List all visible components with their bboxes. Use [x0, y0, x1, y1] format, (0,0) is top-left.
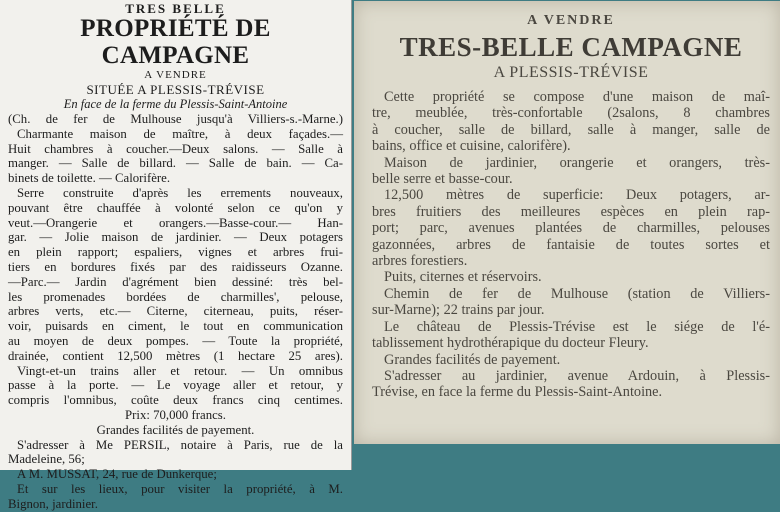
text-line: S'adresser au jardinier, avenue Ardouin, à Plessis-	[384, 367, 770, 384]
text-line: S'adresser à Me PERSIL, notaire à Paris, rue de la	[17, 437, 343, 452]
text-line: (Ch. de fer de Mulhouse jusqu'à Villiers-s.-Marne.)	[8, 112, 343, 126]
text-line: les promenades bordées de charmilles', pelouse,	[8, 289, 343, 304]
text-line: arbres verts, etc.— Citerne, citerneau, puits, réser-	[8, 304, 343, 319]
right-title: TRES-BELLE CAMPAGNE	[399, 32, 743, 62]
right-header: A VENDRE	[527, 13, 615, 28]
text-line: Charmante maison de maître, à deux façades.—	[17, 126, 343, 141]
text-line: passe à la porte. — Le voyage aller et retour, y	[8, 378, 343, 393]
text-line: Trévise, en face la ferme du Plessis-Saint-Antoine.	[372, 384, 663, 401]
text-line: —Parc.— Jardin d'agrément bien dessiné: très bel-	[8, 274, 343, 289]
left-title: PROPRIÉTÉ DE CAMPAGNE	[80, 15, 271, 69]
text-line: Le château de Plessis-Trévise est le siége de l'é-	[384, 318, 770, 335]
text-line: voir, puisards en ciment, le tout en communication	[8, 319, 343, 334]
text-line: Et sur les lieux, pour visiter la propriété, à M.	[17, 481, 343, 496]
text-line: Puits, citernes et réservoirs.	[384, 269, 542, 286]
text-line: tablissement hydrothérapique du docteur Fleury.	[372, 335, 649, 352]
text-line: Huit chambres à coucher.—Deux salons. — Salle à	[8, 141, 343, 156]
text-line: Vingt-et-un trains aller et retour. — Un omnibus	[17, 363, 343, 378]
text-line: gazonnées, arbres de fantaisie de toutes sortes et	[372, 236, 770, 253]
text-line: arbres forestiers.	[372, 253, 468, 270]
left-contact	[8, 438, 343, 512]
text-line: 12,500 mètres de superficie: Deux potagers, ar-	[384, 187, 770, 204]
text-line: au moyen de deux pompes. — Toute la propriété,	[8, 333, 343, 348]
text-line: tre, meublée, très-confortable (2salons, 8 chambres	[372, 105, 770, 122]
right-body	[372, 89, 770, 401]
text-line: Chemin de fer de Mulhouse (station de Villiers-	[384, 285, 770, 302]
left-italic-location: En face de la ferme du Plessis-Saint-Antoine	[63, 97, 288, 111]
text-line: veut.—Orangerie et orangers.—Basse-cour.— Han-	[8, 215, 343, 230]
text-line: compris l'omnibus, coûte deux francs cinq centimes.	[8, 393, 343, 408]
text-line: pouvant être chauffée à volonté selon ce qu'on y	[8, 200, 343, 215]
text-line: Bignon, jardinier.	[8, 496, 98, 511]
right-newspaper-clipping	[354, 1, 780, 444]
left-subtitle-a-vendre: A VENDRE	[144, 69, 207, 81]
left-newspaper-clipping	[0, 0, 352, 511]
text-line: gar. — Jolie maison de jardinier. — Deux potagers	[8, 230, 343, 245]
right-subtitle-location: A PLESSIS-TRÉVISE	[493, 64, 649, 81]
text-line: sur-Marne); 22 trains par jour.	[372, 302, 545, 319]
text-line: manger. — Salle de billard. — Salle de bain. — Ca-	[8, 156, 343, 171]
left-header: TRES BELLE	[125, 1, 226, 16]
text-line: bains, office et cuisine, calorifère).	[372, 138, 571, 155]
left-price: Prix: 70,000 francs.	[125, 407, 226, 422]
left-body	[8, 112, 343, 408]
text-line: belle serre et basse-cour.	[372, 171, 513, 188]
text-line: en plein rapport; espaliers, vignes et arbres frui-	[8, 245, 343, 260]
text-line: tiers en bordures fixés par des raidisseurs Ozanne.	[8, 259, 343, 274]
text-line: Cette propriété se compose d'une maison de maî-	[384, 89, 770, 105]
text-line: bres fruitiers des meilleures espèces en plein rap-	[372, 203, 770, 220]
text-line: binets de toilette. — Calorifère.	[8, 171, 171, 186]
text-line: Madeleine, 56;	[8, 452, 85, 467]
left-facilities: Grandes facilités de payement.	[96, 422, 255, 437]
left-subtitle-location: SITUÉE A PLESSIS-TRÉVISE	[86, 82, 265, 97]
text-line: port; parc, avenues plantées de charmilles, pelouses	[372, 220, 770, 237]
text-line: à coucher, salle de billard, salle à manger, salle de	[372, 121, 770, 138]
text-line: Serre construite d'après les errements nouveaux,	[17, 185, 343, 200]
text-line: drainée, contient 12,500 mètres (1 hectare 25 ares).	[8, 348, 343, 363]
text-line: Grandes facilités de payement.	[384, 351, 561, 368]
text-line: A M. MUSSAT, 24, rue de Dunkerque;	[17, 467, 217, 482]
text-line: Maison de jardinier, orangerie et orangers, très-	[384, 154, 770, 171]
